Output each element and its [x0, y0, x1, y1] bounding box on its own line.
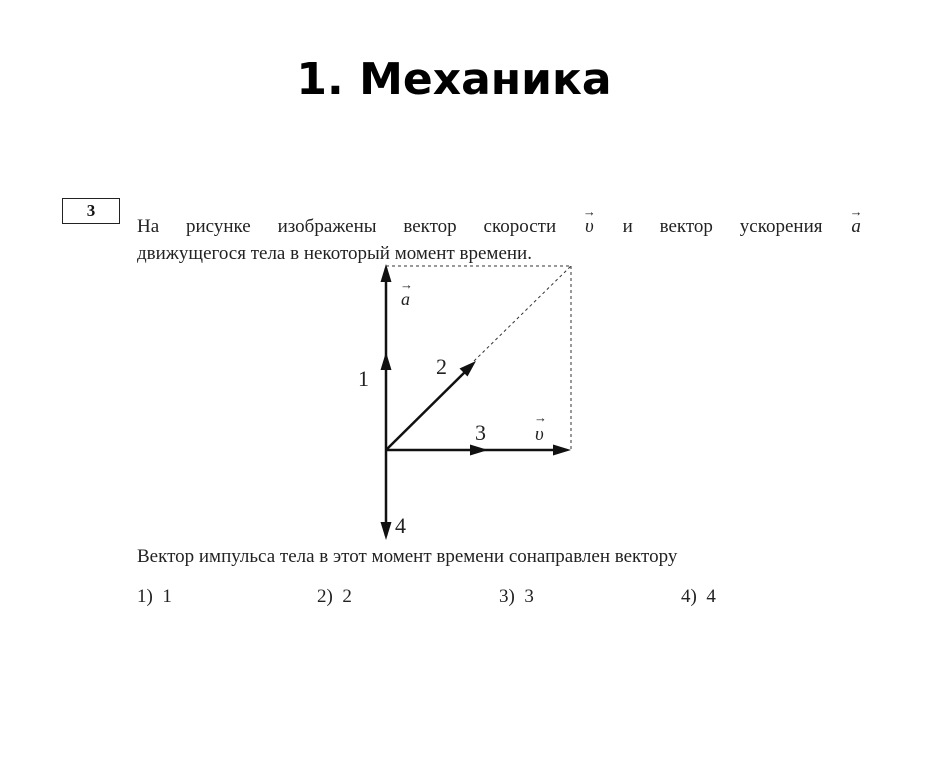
answer-number: 3) — [499, 586, 515, 607]
question-word: рисунке — [186, 216, 251, 237]
question-text-line-2: движущегося тела в некоторый момент времени. — [137, 243, 532, 264]
question-word: и — [622, 216, 633, 237]
answer-options — [137, 586, 757, 610]
answer-value: 1 — [162, 586, 172, 607]
answer-option-1[interactable] — [137, 586, 172, 608]
velocity-label: υ — [535, 424, 544, 445]
vector-arrow-icon: → — [582, 204, 596, 219]
answer-value: 4 — [706, 586, 716, 607]
vector-3-arrowhead-icon — [470, 445, 488, 456]
answer-option-2[interactable] — [317, 586, 352, 608]
vector-1-label: 1 — [358, 366, 369, 391]
dashed-diagonal-line — [474, 266, 571, 361]
answer-number: 2) — [317, 586, 333, 607]
acceleration-symbol: a — [851, 216, 861, 237]
question-prompt: Вектор импульса тела в этот момент времени сонаправлен вектору — [137, 546, 678, 567]
vector-1-arrowhead-icon — [381, 352, 392, 370]
question-word: вектор — [659, 216, 713, 237]
vector-4-label: 4 — [395, 513, 406, 538]
velocity-symbol: υ — [584, 216, 594, 237]
question-number-box: 3 — [62, 198, 120, 224]
accel-arrow-mark: → — [400, 277, 413, 292]
acceleration-arrowhead-icon — [381, 264, 392, 282]
answer-number: 1) — [137, 586, 153, 607]
question-word: На — [137, 216, 160, 237]
question-word: ускорения — [739, 216, 823, 237]
answer-number: 4) — [681, 586, 697, 607]
vector-arrow-icon: → — [849, 204, 863, 219]
vector-2-label: 2 — [436, 354, 447, 379]
answer-option-3[interactable] — [499, 586, 534, 608]
vector-4-arrowhead-icon — [381, 522, 392, 540]
question-word: изображены — [277, 216, 377, 237]
velocity-arrowhead-icon — [553, 445, 571, 456]
velocity-arrow-mark: → — [534, 410, 547, 425]
question-word: вектор — [403, 216, 457, 237]
vector-3-label: 3 — [475, 420, 486, 445]
answer-value: 2 — [342, 586, 352, 607]
accel-label: a — [401, 289, 410, 309]
answer-option-4[interactable] — [681, 586, 716, 608]
question-word: скорости — [483, 216, 557, 237]
page-title: 1. Механика — [296, 54, 612, 105]
vector-2-line — [386, 367, 470, 450]
answer-value: 3 — [524, 586, 534, 607]
